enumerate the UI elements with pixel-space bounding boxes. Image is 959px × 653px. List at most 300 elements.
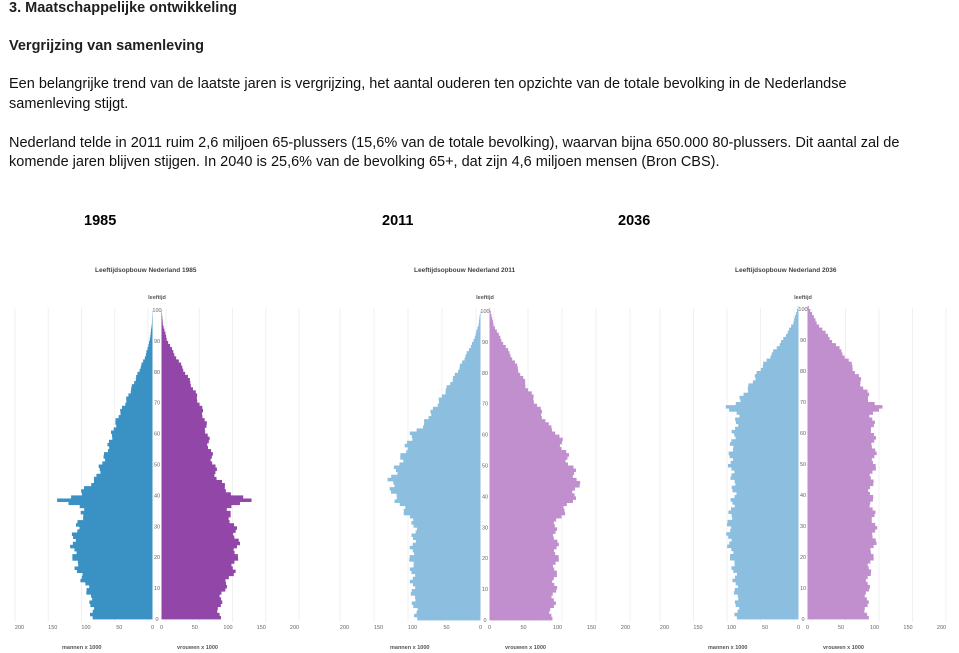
bar-women bbox=[162, 536, 235, 539]
bar-women bbox=[490, 555, 559, 558]
bar-women bbox=[808, 613, 868, 617]
bar-men bbox=[86, 591, 152, 594]
bar-men bbox=[90, 613, 153, 616]
bar-women bbox=[808, 560, 871, 564]
bar-women bbox=[490, 608, 551, 611]
bar-men bbox=[83, 517, 152, 520]
bar-men bbox=[397, 496, 481, 499]
bar-women bbox=[808, 452, 877, 456]
bar-men bbox=[753, 380, 799, 384]
bar-men bbox=[734, 560, 798, 564]
age-tick-label: 50 bbox=[799, 462, 807, 468]
bar-men bbox=[458, 370, 480, 373]
age-tick-label: 40 bbox=[799, 493, 807, 499]
bar-women bbox=[490, 413, 542, 416]
bar-women bbox=[808, 476, 871, 480]
bar-men bbox=[414, 552, 480, 555]
bar-women bbox=[490, 391, 532, 394]
value-tick-label: 150 bbox=[903, 625, 913, 631]
bar-men bbox=[82, 492, 153, 495]
bar-women bbox=[162, 359, 179, 362]
bar-women bbox=[808, 573, 871, 577]
bar-women bbox=[490, 583, 555, 586]
bar-men bbox=[731, 526, 798, 530]
bar-women bbox=[808, 563, 868, 567]
bar-women bbox=[162, 616, 221, 619]
bar-women bbox=[162, 511, 231, 514]
value-tick-label: 150 bbox=[48, 625, 58, 631]
bar-women bbox=[162, 363, 182, 366]
bar-women bbox=[808, 579, 866, 583]
bar-women bbox=[490, 490, 573, 493]
bar-men bbox=[149, 341, 153, 344]
bar-men bbox=[104, 455, 153, 458]
bar-women bbox=[162, 356, 177, 359]
bar-men bbox=[109, 446, 152, 449]
bar-men bbox=[475, 336, 481, 339]
bar-men bbox=[412, 435, 481, 438]
bar-men bbox=[728, 511, 798, 515]
bar-men bbox=[107, 443, 152, 446]
bar-men bbox=[80, 579, 152, 582]
bar-men bbox=[89, 585, 152, 588]
bar-women bbox=[162, 505, 232, 508]
bar-women bbox=[808, 352, 843, 356]
bar-women bbox=[162, 465, 216, 468]
age-tick-label: 60 bbox=[799, 431, 807, 437]
bar-women bbox=[490, 373, 521, 376]
bar-men bbox=[77, 529, 152, 532]
bar-women bbox=[490, 376, 524, 379]
bar-women bbox=[808, 480, 874, 484]
bar-men bbox=[431, 413, 480, 416]
bar-women bbox=[808, 408, 879, 412]
bar-women bbox=[162, 403, 200, 406]
bar-women bbox=[808, 362, 852, 366]
bar-women bbox=[490, 546, 557, 549]
bar-men bbox=[736, 421, 799, 425]
bar-women bbox=[808, 588, 870, 592]
bar-men bbox=[91, 483, 152, 486]
bar-women bbox=[162, 588, 226, 591]
bar-women bbox=[162, 607, 218, 610]
bar-women bbox=[808, 430, 871, 434]
bar-women bbox=[162, 542, 240, 545]
bar-men bbox=[395, 499, 481, 502]
men-axis-label: mannen x 1000 bbox=[708, 645, 748, 651]
bar-women bbox=[490, 524, 555, 527]
bar-men bbox=[738, 597, 798, 601]
bar-women bbox=[162, 335, 167, 338]
bar-women bbox=[808, 548, 871, 552]
bar-women bbox=[490, 533, 554, 536]
bar-women bbox=[490, 385, 526, 388]
bar-men bbox=[119, 415, 153, 418]
bar-men bbox=[738, 424, 798, 428]
bar-women bbox=[808, 449, 876, 453]
bar-men bbox=[728, 520, 799, 524]
value-tick-label: 50 bbox=[761, 625, 769, 631]
bar-men bbox=[734, 613, 798, 617]
bar-women bbox=[162, 477, 217, 480]
bar-men bbox=[732, 430, 799, 434]
bar-women bbox=[162, 468, 217, 471]
bar-women bbox=[162, 366, 183, 369]
bar-women bbox=[490, 330, 497, 333]
bar-women bbox=[490, 314, 492, 317]
bar-women bbox=[490, 456, 568, 459]
bar-men bbox=[78, 563, 152, 566]
bar-women bbox=[808, 309, 811, 313]
bar-men bbox=[729, 542, 798, 546]
bar-women bbox=[808, 470, 873, 474]
bar-men bbox=[767, 359, 799, 363]
bar-women bbox=[162, 523, 235, 526]
bar-men bbox=[410, 555, 481, 558]
bar-men bbox=[439, 398, 481, 401]
bar-women bbox=[808, 514, 875, 518]
bar-women bbox=[808, 585, 870, 589]
bar-women bbox=[490, 401, 534, 404]
bar-men bbox=[471, 345, 481, 348]
bar-women bbox=[490, 466, 574, 469]
bar-men bbox=[736, 492, 798, 496]
bar-men bbox=[791, 325, 798, 329]
bar-men bbox=[76, 539, 153, 542]
age-tick-label: 30 bbox=[153, 524, 161, 531]
bar-men bbox=[137, 372, 152, 375]
bar-men bbox=[104, 452, 153, 455]
bar-men bbox=[396, 469, 481, 472]
bar-men bbox=[773, 349, 798, 353]
bar-men bbox=[423, 425, 480, 428]
bar-women bbox=[162, 573, 234, 576]
bar-women bbox=[162, 387, 193, 390]
bar-women bbox=[808, 399, 868, 403]
bar-women bbox=[808, 346, 840, 350]
bar-women bbox=[162, 474, 215, 477]
bar-men bbox=[147, 347, 152, 350]
value-tick-label: 150 bbox=[586, 625, 597, 631]
bar-women bbox=[490, 564, 553, 567]
age-tick-label: 20 bbox=[481, 556, 489, 563]
women-axis-label: vrouwen x 1000 bbox=[177, 645, 218, 651]
bar-men bbox=[136, 375, 152, 378]
bar-women bbox=[808, 421, 875, 425]
bar-men bbox=[735, 427, 798, 431]
bar-men bbox=[92, 597, 152, 600]
bar-women bbox=[808, 569, 872, 573]
bar-men bbox=[150, 338, 153, 341]
age-tick-label: 10 bbox=[799, 586, 807, 592]
bar-women bbox=[808, 442, 872, 446]
bar-women bbox=[162, 406, 203, 409]
bar-women bbox=[490, 416, 542, 419]
bar-women bbox=[808, 501, 871, 505]
bar-women bbox=[162, 514, 231, 517]
bar-men bbox=[446, 388, 481, 391]
bar-women bbox=[162, 437, 210, 440]
bar-men bbox=[780, 343, 799, 347]
bar-men bbox=[414, 561, 481, 564]
bar-women bbox=[162, 557, 239, 560]
bar-women bbox=[162, 341, 169, 344]
bar-women bbox=[808, 486, 871, 490]
bar-men bbox=[732, 486, 799, 490]
age-tick-label: 40 bbox=[481, 494, 489, 501]
bar-women bbox=[162, 400, 198, 403]
bar-women bbox=[490, 382, 526, 385]
bar-women bbox=[162, 458, 211, 461]
bar-women bbox=[808, 331, 826, 335]
age-tick-label: 30 bbox=[799, 524, 807, 530]
bar-women bbox=[490, 459, 566, 462]
bar-men bbox=[140, 369, 153, 372]
bar-men bbox=[85, 582, 152, 585]
bar-men bbox=[738, 585, 799, 589]
bar-men bbox=[81, 511, 153, 514]
bar-men bbox=[770, 356, 798, 360]
bar-men bbox=[126, 400, 152, 403]
bar-men bbox=[413, 524, 480, 527]
bar-women bbox=[490, 614, 552, 617]
bar-men bbox=[748, 390, 798, 394]
bar-men bbox=[93, 616, 153, 619]
bar-men bbox=[462, 360, 480, 363]
bar-men bbox=[729, 408, 798, 412]
bar-women bbox=[490, 469, 577, 472]
bar-women bbox=[808, 424, 874, 428]
value-tick-label: 0 bbox=[805, 625, 810, 631]
bar-men bbox=[415, 595, 481, 598]
bar-men bbox=[728, 464, 799, 468]
bar-women bbox=[490, 543, 559, 546]
bar-men bbox=[405, 506, 480, 509]
bar-women bbox=[808, 359, 849, 363]
bar-women bbox=[162, 610, 218, 613]
bar-women bbox=[162, 434, 208, 437]
bar-women bbox=[162, 579, 226, 582]
bar-women bbox=[490, 351, 510, 354]
bar-women bbox=[808, 455, 875, 459]
bar-men bbox=[479, 320, 481, 323]
bar-men bbox=[151, 329, 153, 332]
bar-men bbox=[793, 321, 798, 325]
bar-women bbox=[808, 616, 869, 620]
bar-men bbox=[151, 332, 153, 335]
bar-women bbox=[808, 520, 872, 524]
bar-women bbox=[490, 592, 553, 595]
bar-men bbox=[108, 449, 153, 452]
bar-men bbox=[740, 399, 798, 403]
bar-women bbox=[808, 325, 820, 329]
bar-women bbox=[808, 380, 861, 384]
bar-men bbox=[479, 323, 481, 326]
bar-men bbox=[82, 576, 153, 579]
bar-women bbox=[162, 545, 237, 548]
bar-women bbox=[490, 493, 575, 496]
bar-men bbox=[442, 394, 481, 397]
bar-women bbox=[490, 574, 557, 577]
bar-men bbox=[400, 453, 480, 456]
bar-women bbox=[808, 582, 868, 586]
bar-men bbox=[400, 456, 480, 459]
bar-men bbox=[145, 356, 153, 359]
bar-men bbox=[737, 573, 799, 577]
bar-women bbox=[808, 545, 874, 549]
bar-men bbox=[748, 387, 799, 391]
bar-women bbox=[808, 390, 868, 394]
bar-men bbox=[414, 614, 480, 617]
bar-men bbox=[763, 362, 798, 366]
age-tick-label: 70 bbox=[799, 400, 807, 406]
bar-men bbox=[412, 438, 480, 441]
bar-men bbox=[136, 378, 153, 381]
bar-men bbox=[83, 573, 153, 576]
bar-men bbox=[84, 508, 152, 511]
bar-women bbox=[808, 492, 871, 496]
bar-men bbox=[757, 371, 799, 375]
bar-men bbox=[102, 461, 152, 464]
bar-men bbox=[89, 600, 152, 603]
bar-women bbox=[490, 360, 515, 363]
age-axis-label: leeftijd bbox=[476, 295, 494, 301]
value-tick-label: 100 bbox=[81, 625, 91, 631]
value-tick-label: 50 bbox=[837, 625, 845, 631]
bar-women bbox=[808, 532, 873, 536]
bar-women bbox=[808, 377, 862, 381]
bar-men bbox=[733, 445, 798, 449]
bar-men bbox=[733, 569, 798, 573]
bar-men bbox=[114, 427, 153, 430]
age-tick-label: 90 bbox=[481, 339, 489, 346]
bar-women bbox=[162, 390, 196, 393]
bar-women bbox=[162, 332, 166, 335]
bar-men bbox=[143, 359, 152, 362]
bar-women bbox=[490, 326, 495, 329]
bar-men bbox=[414, 564, 481, 567]
bar-men bbox=[465, 357, 481, 360]
bar-women bbox=[808, 433, 874, 437]
bar-men bbox=[74, 548, 152, 551]
bar-men bbox=[732, 517, 798, 521]
bar-women bbox=[808, 343, 836, 347]
bar-women bbox=[490, 388, 529, 391]
bar-men bbox=[735, 563, 799, 567]
age-tick-label: 60 bbox=[153, 431, 161, 438]
men-axis-label: mannen x 1000 bbox=[62, 645, 102, 651]
bar-women bbox=[490, 601, 556, 604]
bar-women bbox=[490, 444, 560, 447]
bar-women bbox=[808, 328, 823, 332]
age-tick-label: 80 bbox=[799, 369, 807, 375]
bar-women bbox=[808, 318, 816, 322]
bar-men bbox=[99, 465, 153, 468]
bar-men bbox=[416, 540, 481, 543]
bar-men bbox=[736, 604, 799, 608]
bar-men bbox=[412, 589, 481, 592]
bar-women bbox=[162, 517, 229, 520]
bar-men bbox=[134, 381, 152, 384]
bar-women bbox=[808, 402, 875, 406]
value-tick-label: 150 bbox=[373, 625, 384, 631]
bar-women bbox=[490, 339, 502, 342]
bar-men bbox=[152, 319, 153, 322]
bar-women bbox=[162, 381, 191, 384]
bar-men bbox=[100, 468, 153, 471]
value-tick-label: 0 bbox=[150, 625, 155, 631]
bar-women bbox=[490, 571, 557, 574]
bar-women bbox=[808, 349, 842, 353]
bar-men bbox=[152, 322, 153, 325]
bar-men bbox=[731, 439, 798, 443]
bar-women bbox=[808, 321, 817, 325]
age-tick-label: 80 bbox=[481, 370, 489, 377]
bar-women bbox=[162, 492, 231, 495]
bar-men bbox=[413, 577, 481, 580]
age-tick-label: 70 bbox=[481, 401, 489, 408]
bar-men bbox=[100, 471, 152, 474]
bar-men bbox=[416, 530, 481, 533]
bar-women bbox=[162, 452, 213, 455]
bar-men bbox=[733, 449, 799, 453]
value-tick-label: 200 bbox=[659, 625, 670, 631]
bar-women bbox=[490, 561, 556, 564]
bar-women bbox=[808, 551, 871, 555]
bar-men bbox=[132, 384, 153, 387]
value-tick-label: 0 bbox=[478, 625, 483, 631]
bar-men bbox=[141, 363, 152, 366]
bar-women bbox=[162, 393, 198, 396]
bar-men bbox=[418, 608, 481, 611]
bar-men bbox=[789, 328, 798, 332]
bar-women bbox=[490, 398, 534, 401]
bar-men bbox=[732, 489, 798, 493]
bar-men bbox=[151, 325, 152, 328]
bar-men bbox=[388, 478, 481, 481]
bar-men bbox=[410, 567, 481, 570]
bar-men bbox=[146, 353, 153, 356]
bar-women bbox=[490, 462, 568, 465]
value-tick-label: 0 bbox=[159, 625, 164, 631]
bar-men bbox=[79, 526, 152, 529]
bar-men bbox=[73, 542, 153, 545]
bar-women bbox=[808, 414, 870, 418]
bar-men bbox=[734, 591, 799, 595]
age-tick-label: 60 bbox=[481, 432, 489, 439]
bar-women bbox=[162, 498, 252, 501]
age-tick-label: 0 bbox=[155, 617, 159, 623]
bar-women bbox=[808, 538, 876, 542]
bar-men bbox=[111, 431, 152, 434]
bar-women bbox=[162, 372, 186, 375]
value-tick-label: 200 bbox=[936, 625, 947, 631]
bar-women bbox=[162, 585, 227, 588]
bar-women bbox=[808, 526, 878, 530]
bar-women bbox=[490, 503, 567, 506]
bar-women bbox=[162, 397, 197, 400]
bar-men bbox=[96, 474, 152, 477]
year-label-2036: 2036 bbox=[618, 213, 651, 229]
bar-men bbox=[453, 379, 481, 382]
bar-men bbox=[439, 401, 481, 404]
bar-women bbox=[490, 354, 511, 357]
bar-men bbox=[729, 452, 799, 456]
bar-men bbox=[731, 461, 799, 465]
bar-men bbox=[81, 489, 152, 492]
bar-men bbox=[730, 442, 799, 446]
bar-men bbox=[732, 501, 798, 505]
